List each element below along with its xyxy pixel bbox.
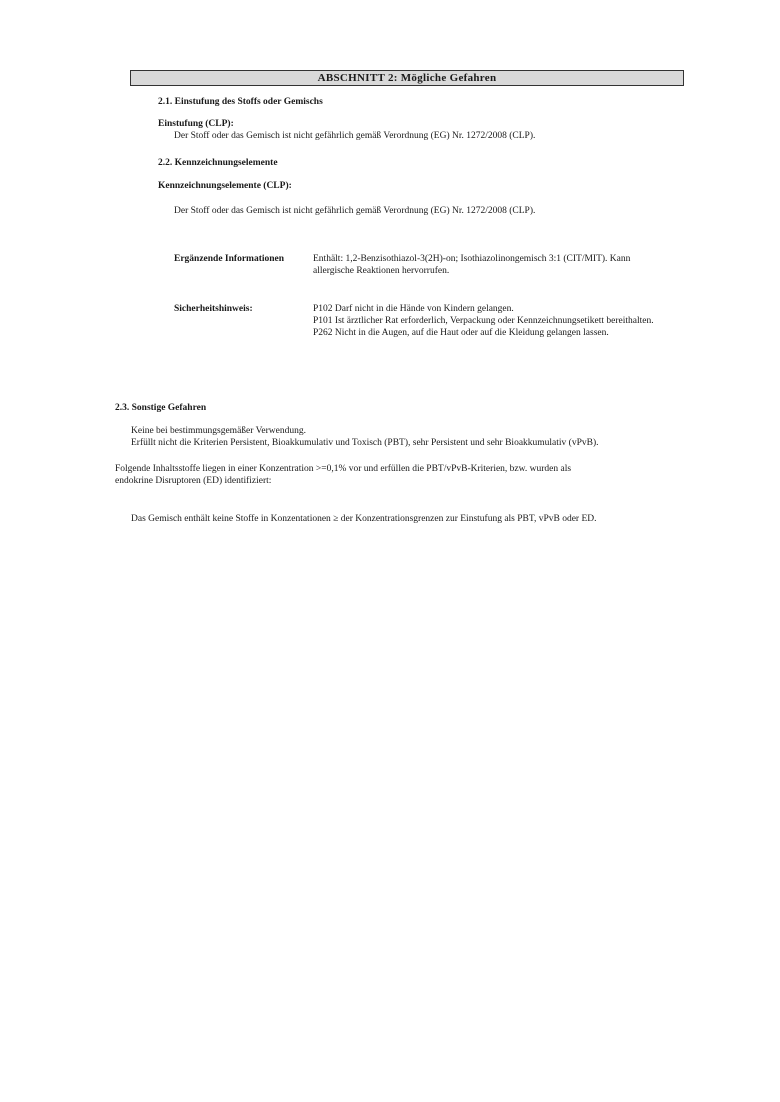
pbt-note-line: endokrine Disruptoren (ED) identifiziert: (115, 476, 272, 486)
supplementary-info-line: Enthält: 1,2-Benzisothiazol-3(2H)-on; Isothiazolinongemisch 3:1 (CIT/MIT). Kann (313, 254, 631, 264)
precautionary-statement: P101 Ist ärztlicher Rat erforderlich, Verpackung oder Kennzeichnungsetikett bereithalten. (313, 316, 654, 326)
pbt-final-statement: Das Gemisch enthält keine Stoffe in Konzentationen ≥ der Konzentrationsgrenzen zur Einstufung als PBT, vPvB oder ED. (131, 514, 597, 524)
pbt-note-line: Folgende Inhaltsstoffe liegen in einer Konzentration >=0,1% vor und erfüllen die PBT/vPvB-Kriterien, bzw. wurden als (115, 464, 572, 474)
section-2-2-subheading: Kennzeichnungselemente (CLP): (158, 181, 292, 191)
precautionary-statement: P262 Nicht in die Augen, auf die Haut oder auf die Kleidung gelangen lassen. (313, 328, 609, 338)
supplementary-info-label: Ergänzende Informationen (174, 254, 285, 264)
precautionary-statement: P102 Darf nicht in die Hände von Kindern gelangen. (313, 304, 514, 314)
section-2-2-heading: 2.2. Kennzeichnungselemente (158, 158, 278, 168)
section-title: ABSCHNITT 2: Mögliche Gefahren (130, 70, 684, 86)
other-hazards-line: Keine bei bestimmungsgemäßer Verwendung. (131, 426, 307, 436)
section-2-1-heading: 2.1. Einstufung des Stoffs oder Gemischs (158, 97, 323, 107)
section-2-3-heading: 2.3. Sonstige Gefahren (115, 403, 207, 413)
section-2-1-text: Der Stoff oder das Gemisch ist nicht gefährlich gemäß Verordnung (EG) Nr. 1272/2008 (CLP). (174, 131, 536, 141)
section-2-1-subheading: Einstufung (CLP): (158, 119, 234, 129)
section-2-2-text: Der Stoff oder das Gemisch ist nicht gefährlich gemäß Verordnung (EG) Nr. 1272/2008 (CLP). (174, 206, 536, 216)
supplementary-info-line: allergische Reaktionen hervorrufen. (313, 266, 450, 276)
other-hazards-line: Erfüllt nicht die Kriterien Persistent, Bioakkumulativ und Toxisch (PBT), sehr Persistent und sehr Bioakkumulativ (vPvB). (131, 438, 599, 448)
precautionary-label: Sicherheitshinweis: (174, 304, 253, 314)
